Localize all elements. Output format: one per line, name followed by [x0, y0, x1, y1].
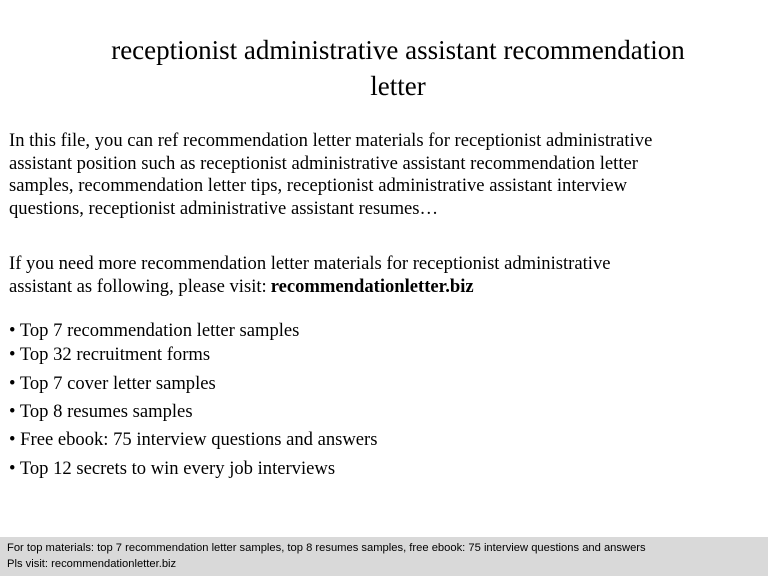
visit-line-1: If you need more recommendation letter materials for receptionist administrative	[9, 253, 611, 274]
footer-bar	[0, 537, 768, 576]
list-item: • Top 12 secrets to win every job interviews	[9, 458, 336, 479]
intro-line: In this file, you can ref recommendation letter materials for receptionist administrative	[9, 130, 653, 151]
title-line-1: receptionist administrative assistant recommendation	[111, 35, 685, 65]
list-item: • Top 7 recommendation letter samples	[9, 320, 300, 341]
footer-line-1: For top materials: top 7 recommendation letter samples, top 8 resumes samples, free ebook: 75 interview questions and answers	[7, 542, 646, 554]
page-title	[40, 32, 756, 104]
intro-line: questions, receptionist administrative assistant resumes…	[9, 197, 439, 219]
intro-line: assistant position such as receptionist administrative assistant recommendation letter	[9, 152, 638, 174]
title-line-2: letter	[370, 71, 426, 101]
list-item: • Free ebook: 75 interview questions and answers	[9, 429, 378, 450]
intro-paragraph	[9, 130, 759, 220]
list-item: • Top 7 cover letter samples	[9, 373, 216, 394]
visit-paragraph	[9, 253, 759, 298]
website-link[interactable]: recommendationletter.biz	[270, 275, 474, 297]
list-item: • Top 32 recruitment forms	[9, 344, 211, 365]
intro-line: samples, recommendation letter tips, receptionist administrative assistant interview	[9, 175, 628, 196]
visit-line-2: assistant as following, please visit:	[9, 275, 267, 297]
footer-line-2[interactable]: Pls visit: recommendationletter.biz	[7, 558, 177, 570]
list-item: • Top 8 resumes samples	[9, 401, 193, 422]
